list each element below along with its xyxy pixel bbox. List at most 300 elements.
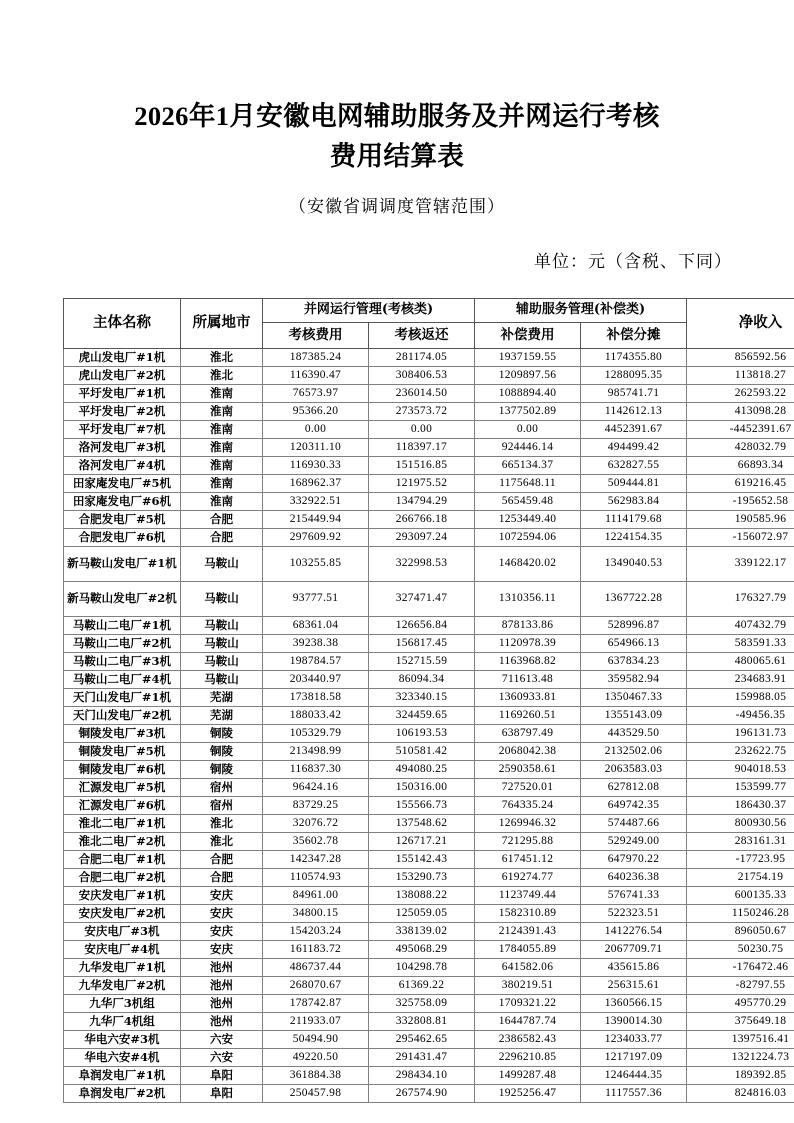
cell-assess-fee: 103255.85: [263, 547, 369, 582]
cell-assess-return: 322998.53: [369, 547, 475, 582]
cell-comp-share: 654966.13: [581, 635, 687, 653]
cell-city: 六安: [181, 1049, 263, 1067]
cell-entity-name: 九华厂4机组: [64, 1013, 181, 1031]
cell-comp-fee: 2590358.61: [475, 761, 581, 779]
cell-comp-fee: 1499287.48: [475, 1067, 581, 1085]
cell-entity-name: 安庆电厂#3机: [64, 923, 181, 941]
cell-comp-fee: 1123749.44: [475, 887, 581, 905]
column-header-city: 所属地市: [181, 299, 263, 349]
cell-city: 铜陵: [181, 743, 263, 761]
cell-assess-return: 291431.47: [369, 1049, 475, 1067]
cell-assess-return: 106193.53: [369, 725, 475, 743]
cell-city: 马鞍山: [181, 653, 263, 671]
cell-entity-name: 田家庵发电厂#5机: [64, 475, 181, 493]
cell-net-income: 583591.33: [687, 635, 794, 653]
table-row: [64, 547, 794, 582]
table-body: [64, 349, 794, 1103]
cell-assess-return: 155142.43: [369, 851, 475, 869]
cell-net-income: 190585.96: [687, 511, 794, 529]
cell-entity-name: 阜润发电厂#1机: [64, 1067, 181, 1085]
cell-assess-fee: 203440.97: [263, 671, 369, 689]
table-row: [64, 1031, 794, 1049]
cell-comp-fee: 565459.48: [475, 493, 581, 511]
table-row: [64, 887, 794, 905]
cell-assess-return: 156817.45: [369, 635, 475, 653]
table-row: [64, 439, 794, 457]
cell-entity-name: 马鞍山二电厂#4机: [64, 671, 181, 689]
cell-assess-fee: 68361.04: [263, 617, 369, 635]
cell-net-income: 196131.73: [687, 725, 794, 743]
cell-assess-return: 134794.29: [369, 493, 475, 511]
cell-assess-return: 150316.00: [369, 779, 475, 797]
cell-assess-fee: 211933.07: [263, 1013, 369, 1031]
cell-net-income: 1150246.28: [687, 905, 794, 923]
cell-city: 合肥: [181, 869, 263, 887]
cell-assess-return: 152715.59: [369, 653, 475, 671]
cell-comp-share: 528996.87: [581, 617, 687, 635]
cell-assess-fee: 110574.93: [263, 869, 369, 887]
cell-city: 宿州: [181, 797, 263, 815]
cell-assess-return: 236014.50: [369, 385, 475, 403]
cell-assess-fee: 34800.15: [263, 905, 369, 923]
cell-city: 淮南: [181, 475, 263, 493]
cell-assess-fee: 250457.98: [263, 1085, 369, 1103]
cell-assess-return: 126717.21: [369, 833, 475, 851]
cell-entity-name: 虎山发电厂#1机: [64, 349, 181, 367]
cell-assess-return: 338139.02: [369, 923, 475, 941]
table-row: [64, 851, 794, 869]
cell-comp-share: 1288095.35: [581, 367, 687, 385]
cell-city: 马鞍山: [181, 617, 263, 635]
cell-net-income: 480065.61: [687, 653, 794, 671]
cell-comp-fee: 1269946.32: [475, 815, 581, 833]
column-header-comp-fee: 补偿费用: [475, 323, 581, 349]
cell-net-income: 21754.19: [687, 869, 794, 887]
table-row: [64, 725, 794, 743]
cell-comp-share: 632827.55: [581, 457, 687, 475]
cell-assess-fee: 95366.20: [263, 403, 369, 421]
cell-city: 阜阳: [181, 1085, 263, 1103]
cell-net-income: 413098.28: [687, 403, 794, 421]
cell-assess-fee: 161183.72: [263, 941, 369, 959]
table-row: [64, 779, 794, 797]
table-row: [64, 421, 794, 439]
cell-comp-fee: 1925256.47: [475, 1085, 581, 1103]
table-row: [64, 1013, 794, 1031]
cell-assess-fee: 188033.42: [263, 707, 369, 725]
cell-comp-fee: 1175648.11: [475, 475, 581, 493]
table-row: [64, 941, 794, 959]
cell-entity-name: 洛河发电厂#4机: [64, 457, 181, 475]
cell-comp-share: 529249.00: [581, 833, 687, 851]
cell-city: 六安: [181, 1031, 263, 1049]
cell-entity-name: 虎山发电厂#2机: [64, 367, 181, 385]
cell-city: 马鞍山: [181, 547, 263, 582]
cell-comp-fee: 1310356.11: [475, 582, 581, 617]
cell-comp-share: 256315.61: [581, 977, 687, 995]
table-row: [64, 743, 794, 761]
cell-entity-name: 铜陵发电厂#6机: [64, 761, 181, 779]
cell-comp-fee: 1582310.89: [475, 905, 581, 923]
cell-assess-return: 510581.42: [369, 743, 475, 761]
cell-assess-fee: 361884.38: [263, 1067, 369, 1085]
cell-city: 池州: [181, 1013, 263, 1031]
cell-comp-share: 562983.84: [581, 493, 687, 511]
cell-net-income: 113818.27: [687, 367, 794, 385]
cell-assess-fee: 154203.24: [263, 923, 369, 941]
table-row: [64, 959, 794, 977]
cell-comp-share: 1174355.80: [581, 349, 687, 367]
table-row: [64, 493, 794, 511]
cell-comp-share: 1114179.68: [581, 511, 687, 529]
cell-comp-share: 1117557.36: [581, 1085, 687, 1103]
cell-comp-fee: 641582.06: [475, 959, 581, 977]
cell-comp-share: 443529.50: [581, 725, 687, 743]
cell-comp-share: 1217197.09: [581, 1049, 687, 1067]
cell-entity-name: 九华发电厂#2机: [64, 977, 181, 995]
cell-comp-share: 649742.35: [581, 797, 687, 815]
cell-city: 安庆: [181, 887, 263, 905]
cell-comp-fee: 2124391.43: [475, 923, 581, 941]
cell-entity-name: 平圩发电厂#1机: [64, 385, 181, 403]
cell-comp-fee: 1377502.89: [475, 403, 581, 421]
table-row: [64, 815, 794, 833]
cell-comp-fee: 1360933.81: [475, 689, 581, 707]
cell-comp-share: 1142612.13: [581, 403, 687, 421]
column-header-assess-fee: 考核费用: [263, 323, 369, 349]
cell-comp-share: 1349040.53: [581, 547, 687, 582]
cell-entity-name: 九华发电厂#1机: [64, 959, 181, 977]
cell-assess-fee: 178742.87: [263, 995, 369, 1013]
cell-entity-name: 华电六安#3机: [64, 1031, 181, 1049]
cell-net-income: -82797.55: [687, 977, 794, 995]
cell-city: 合肥: [181, 511, 263, 529]
table-row: [64, 995, 794, 1013]
cell-city: 合肥: [181, 529, 263, 547]
cell-city: 淮北: [181, 815, 263, 833]
cell-comp-share: 627812.08: [581, 779, 687, 797]
cell-comp-fee: 727520.01: [475, 779, 581, 797]
cell-assess-fee: 120311.10: [263, 439, 369, 457]
cell-assess-return: 104298.78: [369, 959, 475, 977]
cell-city: 安庆: [181, 941, 263, 959]
cell-assess-fee: 83729.25: [263, 797, 369, 815]
cell-entity-name: 汇源发电厂#6机: [64, 797, 181, 815]
cell-city: 马鞍山: [181, 671, 263, 689]
table-row: [64, 635, 794, 653]
cell-comp-fee: 0.00: [475, 421, 581, 439]
cell-assess-fee: 116837.30: [263, 761, 369, 779]
title-block: [0, 0, 794, 217]
table-row: [64, 475, 794, 493]
cell-city: 芜湖: [181, 689, 263, 707]
cell-comp-share: 637834.23: [581, 653, 687, 671]
cell-entity-name: 马鞍山二电厂#1机: [64, 617, 181, 635]
cell-city: 阜阳: [181, 1067, 263, 1085]
cell-assess-fee: 76573.97: [263, 385, 369, 403]
cell-assess-fee: 187385.24: [263, 349, 369, 367]
page-title: [97, 96, 697, 176]
cell-net-income: 600135.33: [687, 887, 794, 905]
table-row: [64, 1067, 794, 1085]
cell-assess-return: 118397.17: [369, 439, 475, 457]
cell-net-income: 1397516.41: [687, 1031, 794, 1049]
table-row: [64, 1049, 794, 1067]
cell-entity-name: 马鞍山二电厂#2机: [64, 635, 181, 653]
cell-comp-share: 576741.33: [581, 887, 687, 905]
cell-assess-return: 137548.62: [369, 815, 475, 833]
cell-comp-fee: 1784055.89: [475, 941, 581, 959]
cell-net-income: 186430.37: [687, 797, 794, 815]
cell-assess-return: 324459.65: [369, 707, 475, 725]
cell-comp-share: 1412276.54: [581, 923, 687, 941]
cell-comp-fee: 764335.24: [475, 797, 581, 815]
table-row: [64, 367, 794, 385]
table-row: [64, 761, 794, 779]
cell-comp-fee: 1072594.06: [475, 529, 581, 547]
cell-assess-fee: 116390.47: [263, 367, 369, 385]
cell-city: 马鞍山: [181, 635, 263, 653]
cell-comp-fee: 1163968.82: [475, 653, 581, 671]
cell-net-income: 896050.67: [687, 923, 794, 941]
table-row: [64, 707, 794, 725]
cell-entity-name: 新马鞍山发电厂#2机: [64, 582, 181, 617]
cell-comp-fee: 721295.88: [475, 833, 581, 851]
cell-entity-name: 平圩发电厂#2机: [64, 403, 181, 421]
cell-net-income: 176327.79: [687, 582, 794, 617]
cell-assess-return: 126656.84: [369, 617, 475, 635]
cell-comp-fee: 2386582.43: [475, 1031, 581, 1049]
cell-comp-fee: 380219.51: [475, 977, 581, 995]
cell-entity-name: 马鞍山二电厂#3机: [64, 653, 181, 671]
cell-city: 池州: [181, 995, 263, 1013]
cell-net-income: 856592.56: [687, 349, 794, 367]
cell-comp-share: 1390014.30: [581, 1013, 687, 1031]
page-subtitle: （安徽省调调度管辖范围）: [289, 197, 505, 217]
cell-assess-return: 295462.65: [369, 1031, 475, 1049]
cell-net-income: 904018.53: [687, 761, 794, 779]
cell-assess-return: 61369.22: [369, 977, 475, 995]
cell-net-income: -156072.97: [687, 529, 794, 547]
cell-comp-share: 1350467.33: [581, 689, 687, 707]
cell-assess-return: 86094.34: [369, 671, 475, 689]
cell-assess-return: 495068.29: [369, 941, 475, 959]
cell-city: 马鞍山: [181, 582, 263, 617]
cell-assess-return: 153290.73: [369, 869, 475, 887]
page-title-line-2: 费用结算表: [329, 141, 465, 171]
cell-assess-return: 273573.72: [369, 403, 475, 421]
cell-comp-fee: 1709321.22: [475, 995, 581, 1013]
cell-city: 铜陵: [181, 761, 263, 779]
column-header-comp-share: 补偿分摊: [581, 323, 687, 349]
table-row: [64, 403, 794, 421]
cell-net-income: -4452391.67: [687, 421, 794, 439]
cell-city: 淮南: [181, 439, 263, 457]
cell-net-income: -17723.95: [687, 851, 794, 869]
cell-comp-share: 1246444.35: [581, 1067, 687, 1085]
cell-comp-fee: 711613.48: [475, 671, 581, 689]
unit-note: 单位：元（含税、下同）: [534, 252, 732, 272]
table-row: [64, 511, 794, 529]
cell-entity-name: 淮北二电厂#1机: [64, 815, 181, 833]
cell-assess-fee: 213498.99: [263, 743, 369, 761]
cell-assess-return: 266766.18: [369, 511, 475, 529]
cell-assess-return: 0.00: [369, 421, 475, 439]
cell-city: 淮南: [181, 457, 263, 475]
cell-net-income: 619216.45: [687, 475, 794, 493]
cell-entity-name: 天门山发电厂#2机: [64, 707, 181, 725]
cell-entity-name: 合肥二电厂#2机: [64, 869, 181, 887]
cell-assess-return: 323340.15: [369, 689, 475, 707]
cell-city: 安庆: [181, 923, 263, 941]
column-group-auxiliary-service: 辅助服务管理(补偿类): [475, 299, 687, 323]
cell-comp-share: 2067709.71: [581, 941, 687, 959]
cell-assess-return: 298434.10: [369, 1067, 475, 1085]
column-header-assess-return: 考核返还: [369, 323, 475, 349]
table-row: [64, 833, 794, 851]
table-row: [64, 385, 794, 403]
cell-city: 铜陵: [181, 725, 263, 743]
cell-comp-fee: 1088894.40: [475, 385, 581, 403]
table-header: [64, 299, 794, 349]
cell-comp-share: 640236.38: [581, 869, 687, 887]
cell-net-income: 234683.91: [687, 671, 794, 689]
cell-entity-name: 九华厂3机组: [64, 995, 181, 1013]
cell-assess-fee: 105329.79: [263, 725, 369, 743]
cell-net-income: -49456.35: [687, 707, 794, 725]
cell-comp-fee: 2296210.85: [475, 1049, 581, 1067]
cell-entity-name: 安庆发电厂#2机: [64, 905, 181, 923]
cell-city: 池州: [181, 977, 263, 995]
cell-city: 淮北: [181, 833, 263, 851]
cell-assess-return: 267574.90: [369, 1085, 475, 1103]
cell-comp-share: 1224154.35: [581, 529, 687, 547]
table-row: [64, 617, 794, 635]
table-row: [64, 582, 794, 617]
cell-assess-fee: 49220.50: [263, 1049, 369, 1067]
cell-entity-name: 合肥发电厂#6机: [64, 529, 181, 547]
cell-comp-fee: 665134.37: [475, 457, 581, 475]
table-row: [64, 689, 794, 707]
table-row: [64, 671, 794, 689]
table-row: [64, 529, 794, 547]
cell-entity-name: 天门山发电厂#1机: [64, 689, 181, 707]
table-row: [64, 653, 794, 671]
cell-city: 淮南: [181, 421, 263, 439]
cell-assess-return: 308406.53: [369, 367, 475, 385]
cell-entity-name: 洛河发电厂#3机: [64, 439, 181, 457]
cell-city: 宿州: [181, 779, 263, 797]
cell-comp-fee: 1209897.56: [475, 367, 581, 385]
cell-net-income: 66893.34: [687, 457, 794, 475]
column-group-grid-operation: 并网运行管理(考核类): [263, 299, 475, 323]
cell-assess-fee: 35602.78: [263, 833, 369, 851]
cell-assess-fee: 297609.92: [263, 529, 369, 547]
cell-assess-fee: 142347.28: [263, 851, 369, 869]
settlement-table-container: [0, 298, 794, 1103]
cell-assess-fee: 332922.51: [263, 493, 369, 511]
cell-assess-return: 332808.81: [369, 1013, 475, 1031]
cell-net-income: 262593.22: [687, 385, 794, 403]
cell-assess-fee: 0.00: [263, 421, 369, 439]
cell-assess-fee: 486737.44: [263, 959, 369, 977]
cell-comp-fee: 2068042.38: [475, 743, 581, 761]
cell-comp-share: 2132502.06: [581, 743, 687, 761]
settlement-table: [63, 298, 794, 1103]
cell-city: 芜湖: [181, 707, 263, 725]
cell-city: 安庆: [181, 905, 263, 923]
cell-net-income: 153599.77: [687, 779, 794, 797]
cell-assess-return: 293097.24: [369, 529, 475, 547]
cell-assess-fee: 93777.51: [263, 582, 369, 617]
cell-net-income: 189392.85: [687, 1067, 794, 1085]
cell-assess-return: 121975.52: [369, 475, 475, 493]
cell-comp-fee: 1120978.39: [475, 635, 581, 653]
cell-entity-name: 铜陵发电厂#5机: [64, 743, 181, 761]
cell-comp-share: 359582.94: [581, 671, 687, 689]
cell-city: 淮南: [181, 403, 263, 421]
cell-assess-fee: 173818.58: [263, 689, 369, 707]
table-header-row-1: [64, 299, 794, 323]
cell-assess-return: 125059.05: [369, 905, 475, 923]
cell-assess-return: 281174.05: [369, 349, 475, 367]
cell-comp-share: 1367722.28: [581, 582, 687, 617]
cell-city: 池州: [181, 959, 263, 977]
cell-comp-fee: 1169260.51: [475, 707, 581, 725]
cell-net-income: 159988.05: [687, 689, 794, 707]
cell-assess-fee: 215449.94: [263, 511, 369, 529]
cell-net-income: -195652.58: [687, 493, 794, 511]
cell-comp-share: 494499.42: [581, 439, 687, 457]
cell-comp-share: 522323.51: [581, 905, 687, 923]
page-title-line-1: 2026年1月安徽电网辅助服务及并网运行考核: [134, 101, 660, 131]
table-row: [64, 457, 794, 475]
cell-entity-name: 合肥二电厂#1机: [64, 851, 181, 869]
cell-comp-share: 509444.81: [581, 475, 687, 493]
cell-city: 淮南: [181, 493, 263, 511]
cell-net-income: 283161.31: [687, 833, 794, 851]
cell-assess-fee: 39238.38: [263, 635, 369, 653]
cell-net-income: 339122.17: [687, 547, 794, 582]
cell-comp-fee: 1468420.02: [475, 547, 581, 582]
cell-entity-name: 田家庵发电厂#6机: [64, 493, 181, 511]
table-row: [64, 1085, 794, 1103]
cell-assess-fee: 168962.37: [263, 475, 369, 493]
cell-entity-name: 新马鞍山发电厂#1机: [64, 547, 181, 582]
cell-comp-fee: 924446.14: [475, 439, 581, 457]
cell-assess-fee: 268070.67: [263, 977, 369, 995]
cell-assess-fee: 84961.00: [263, 887, 369, 905]
column-header-name: 主体名称: [64, 299, 181, 349]
cell-entity-name: 淮北二电厂#2机: [64, 833, 181, 851]
table-row: [64, 905, 794, 923]
cell-city: 淮北: [181, 367, 263, 385]
cell-assess-return: 494080.25: [369, 761, 475, 779]
cell-entity-name: 铜陵发电厂#3机: [64, 725, 181, 743]
cell-assess-return: 155566.73: [369, 797, 475, 815]
table-row: [64, 797, 794, 815]
cell-net-income: 407432.79: [687, 617, 794, 635]
cell-assess-return: 325758.09: [369, 995, 475, 1013]
table-row: [64, 977, 794, 995]
cell-assess-return: 138088.22: [369, 887, 475, 905]
cell-comp-share: 985741.71: [581, 385, 687, 403]
cell-assess-return: 327471.47: [369, 582, 475, 617]
cell-city: 淮北: [181, 349, 263, 367]
cell-net-income: 50230.75: [687, 941, 794, 959]
cell-comp-fee: 619274.77: [475, 869, 581, 887]
cell-comp-fee: 878133.86: [475, 617, 581, 635]
